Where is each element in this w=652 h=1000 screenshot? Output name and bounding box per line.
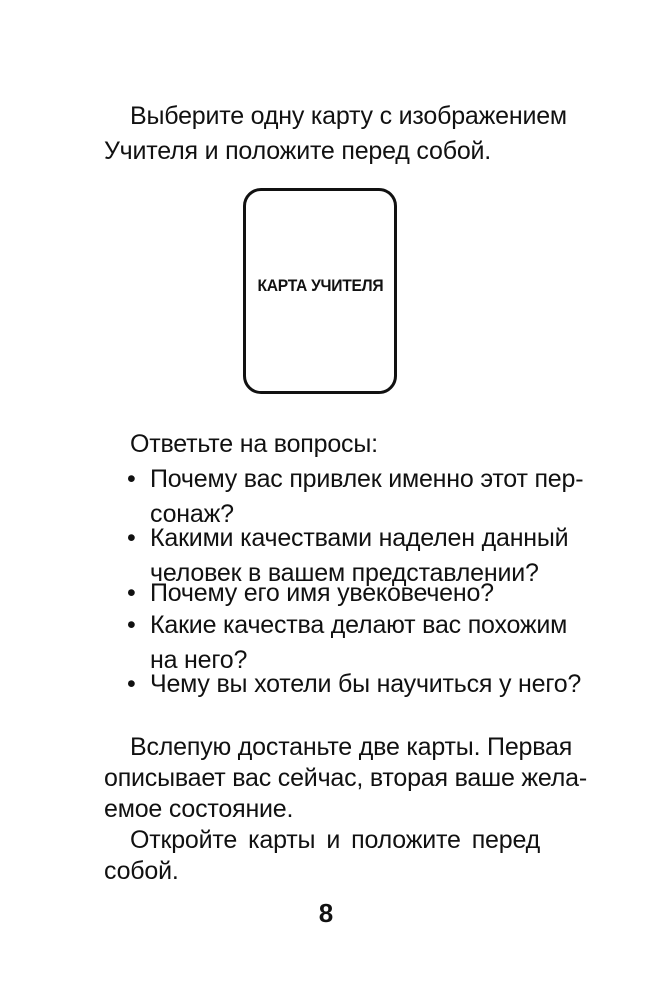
question-1-line-1: Почему вас привлек именно этот пер- [150, 465, 584, 493]
instructions-p1-line-2: описывает вас сейчас, вторая ваше жела- [104, 764, 588, 792]
question-4-line-2: на него? [150, 646, 248, 674]
instructions-p2-line-1: Откройте карты и положите перед [130, 826, 540, 854]
bullet-dot: • [127, 611, 136, 639]
instructions-p1-line-1: Вслепую достаньте две карты. Первая [130, 733, 573, 761]
page-number: 8 [318, 898, 334, 928]
bullet-dot: • [127, 524, 136, 552]
question-2-line-2: человек в вашем представлении? [150, 559, 539, 587]
question-5-line-1: Чему вы хотели бы научиться у него? [150, 670, 582, 698]
question-4-line-1: Какие качества делают вас похожим [150, 611, 568, 639]
teacher-card-label: КАРТА УЧИТЕЛЯ [257, 276, 383, 295]
instructions-p1-line-3: емое состояние. [104, 795, 294, 823]
teacher-card [243, 188, 397, 394]
intro-line-2: Учителя и положите перед собой. [104, 137, 492, 165]
question-1-line-2: сонаж? [150, 500, 234, 528]
bullet-dot: • [127, 579, 136, 607]
bullet-dot: • [127, 670, 136, 698]
question-2-line-1: Какими качествами наделен данный [150, 524, 569, 552]
instructions-p2-line-2: собой. [104, 857, 179, 885]
bullet-dot: • [127, 465, 136, 493]
question-3-line-1: Почему его имя увековечено? [150, 579, 494, 607]
intro-line-1: Выберите одну карту с изображением [130, 102, 567, 130]
questions-heading: Ответьте на вопросы: [130, 430, 378, 458]
